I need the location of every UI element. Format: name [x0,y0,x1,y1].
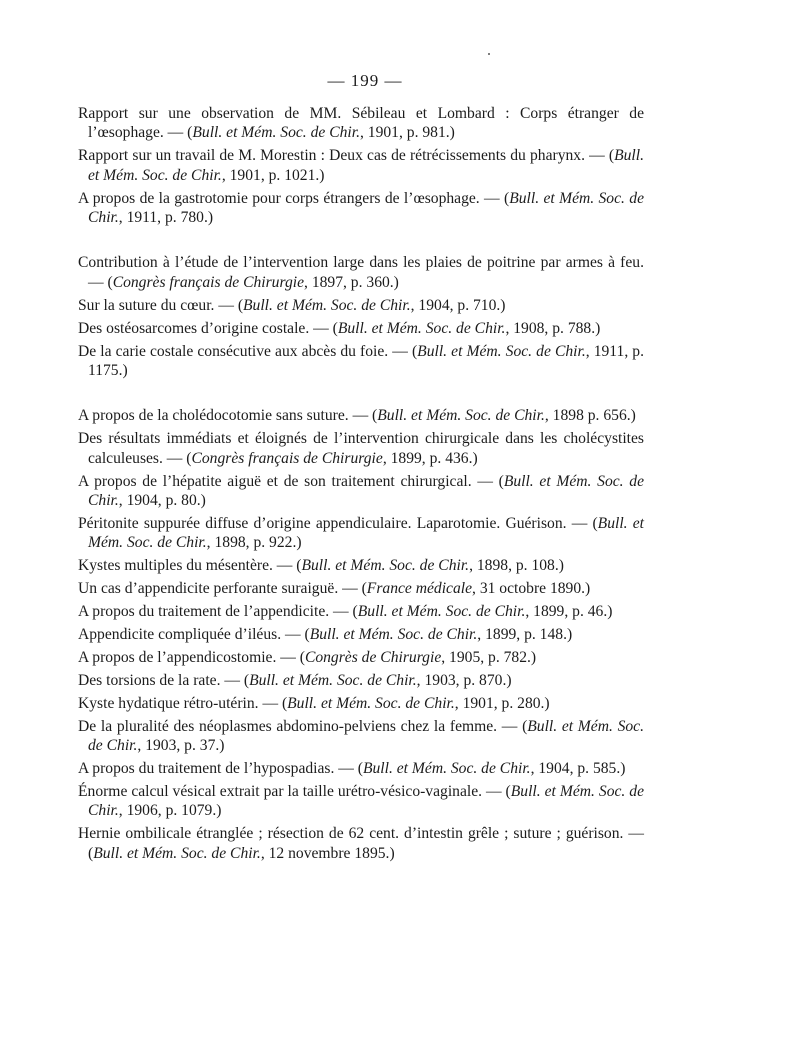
bibliography-entry [78,319,644,338]
entry-citation: Bull. et Mém. Soc. de Chir. [337,319,506,337]
entry-reference: , 1898, p. 108.) [469,557,564,575]
entry-citation: Bull. et Mém. Soc. de Chir. [88,472,644,509]
bibliography-entry [78,104,644,143]
bibliography-entry [78,625,644,644]
entry-citation: Bull. et Mém. Soc. de Chir. [249,671,417,689]
entry-reference: , 1905, p. 782.) [441,648,537,666]
bibliography-entry [78,429,644,468]
bibliography-entry [78,342,644,381]
entry-citation: Bull. et Mém. Soc. de Chir. [88,147,644,184]
bibliography-entry [78,514,644,553]
entry-citation: Bull. et Mém. Soc. de Chir. [287,694,455,712]
bibliography-entry [78,296,644,315]
bibliography-entry [78,472,644,511]
entry-text: Péritonite suppurée diffuse d’origine appendiculaire. Laparotomie. Guérison. — ( [78,514,598,532]
entry-reference: , 1904, p. 585.) [530,759,626,777]
entry-reference: , 1899, p. 436.) [382,449,478,467]
entry-text: Kyste hydatique rétro-utérin. — ( [78,694,288,712]
entry-reference: , 1898 p. 656.) [544,407,636,425]
entry-citation: Bull. et Mém. Soc. de Chir. [301,557,470,575]
entry-reference: , 1899, p. 148.) [477,625,573,643]
bibliography-entry [78,556,644,575]
entry-citation: Bull. et Mém. Soc. de Chir. [88,514,644,552]
entry-reference: , 1897, p. 360.) [304,273,399,291]
bibliography-entry [78,253,644,292]
entry-text: Énorme calcul vésical extrait par la taille urétro-vésico-vaginale. — ( [78,782,511,800]
bibliography-entry [78,406,644,425]
bibliography-entry [78,717,644,756]
entry-reference: , 1901, p. 981.) [359,124,455,142]
bibliography-entry [78,824,644,863]
entry-citation: Bull. et Mém. Soc. de Chir. [93,844,261,862]
bibliography-entry [78,602,644,621]
entry-reference: , 1904, p. 710.) [410,296,506,314]
entry-text: Sur la suture du cœur. — ( [78,296,244,314]
entry-text: A propos du traitement de l’appendicite. — ( [78,603,358,621]
entry-reference: , 1899, p. 46.) [525,603,613,621]
entry-citation: Bull. et Mém. Soc. de Chir. [377,407,545,425]
entry-text: Des résultats immédiats et éloignés de l’intervention chirurgicale dans les cholécystites calculeuses. — ( [78,430,644,467]
entry-text: Contribution à l’étude de l’intervention large dans les plaies de poitrine par armes à feu. — ( [78,254,644,291]
entry-reference: , 1901, p. 280.) [454,694,550,712]
entry-citation: Bull. et Mém. Soc. de Chir. [309,625,478,643]
entry-text: Hernie ombilicale étranglée ; résection de 62 cent. d’intestin grêle ; suture ; guérison. — ( [78,825,644,862]
entry-reference: , 1908, p. 788.) [505,319,601,337]
entry-text: Rapport sur une observation de MM. Sébileau et Lombard : Corps étranger de l’œsophage. — ( [78,105,644,142]
entry-text: Appendicite compliquée d’iléus. — ( [78,625,310,643]
entry-citation: Congrès français de Chirurgie [112,273,305,291]
entry-citation: Bull. et Mém. Soc. de Chir. [357,603,526,621]
entry-text: A propos de la cholédocotomie sans suture. — ( [78,407,378,425]
entry-citation: Bull. et Mém. Soc. de Chir. [192,124,360,142]
entry-citation: Congrès français de Chirurgie [191,449,383,467]
entry-citation: Bull. et Mém. Soc. de Chir. [243,296,411,314]
entry-text: Rapport sur un travail de M. Morestin : Deux cas de rétrécissements du pharynx. — ( [78,147,615,165]
entry-text: De la carie costale consécutive aux abcès du foie. — ( [78,342,418,360]
entry-text: A propos de l’hépatite aiguë et de son traitement chirurgical. — ( [78,472,504,490]
bibliography-entry [78,146,644,185]
entry-reference: , 12 novembre 1895.) [260,844,395,862]
entry-text: Un cas d’appendicite perforante suraiguë. — ( [78,580,367,598]
entry-reference: , 1898, p. 922.) [206,534,302,552]
bibliography-entry [78,782,644,821]
entry-text: Des ostéosarcomes d’origine costale. — ( [78,319,338,337]
bibliography-entry [78,694,644,713]
entry-citation: Congrès de Chirurgie [304,648,442,666]
bibliography-entry [78,759,644,778]
entry-text: A propos de la gastrotomie pour corps étrangers de l’œsophage. — ( [78,189,510,207]
bibliography-entry [78,671,644,690]
entry-text: A propos de l’appendicostomie. — ( [78,648,305,666]
entry-citation: Bull. et Mém. Soc. de Chir. [88,189,645,227]
entry-citation: Bull. et Mém. Soc. de Chir. [88,717,644,754]
entry-reference: , 1906, p. 1079.) [118,802,222,820]
bibliography-list [78,104,644,866]
entry-text: De la pluralité des néoplasmes abdomino-pelviens chez la femme. — ( [78,717,528,735]
entry-citation: Bull. et Mém. Soc. de Chir. [362,759,531,777]
entry-reference: , 31 octobre 1890.) [472,580,591,598]
entry-citation: France médicale [366,580,473,598]
entry-reference: , 1903, p. 870.) [416,671,512,689]
page-number: — 199 — [327,71,403,90]
entry-reference: , 1911, p. 780.) [118,209,214,227]
entry-text: Des torsions de la rate. — ( [78,671,250,689]
entry-text: Kystes multiples du mésentère. — ( [78,557,302,575]
entry-citation: Bull. et Mém. Soc. de Chir. [88,782,644,820]
entry-citation: Bull. et Mém. Soc. de Chir. [417,342,586,360]
entry-reference: , 1903, p. 37.) [137,736,225,754]
entry-reference: , 1904, p. 80.) [118,492,206,509]
entry-reference: , 1911, p. 1175.) [88,342,644,379]
paper-speck [488,53,490,55]
bibliography-entry [78,648,644,667]
entry-reference: , 1901, p. 1021.) [221,166,325,184]
bibliography-entry [78,189,644,228]
bibliography-entry [78,579,644,598]
entry-text: A propos du traitement de l’hypospadias. — ( [78,759,363,777]
